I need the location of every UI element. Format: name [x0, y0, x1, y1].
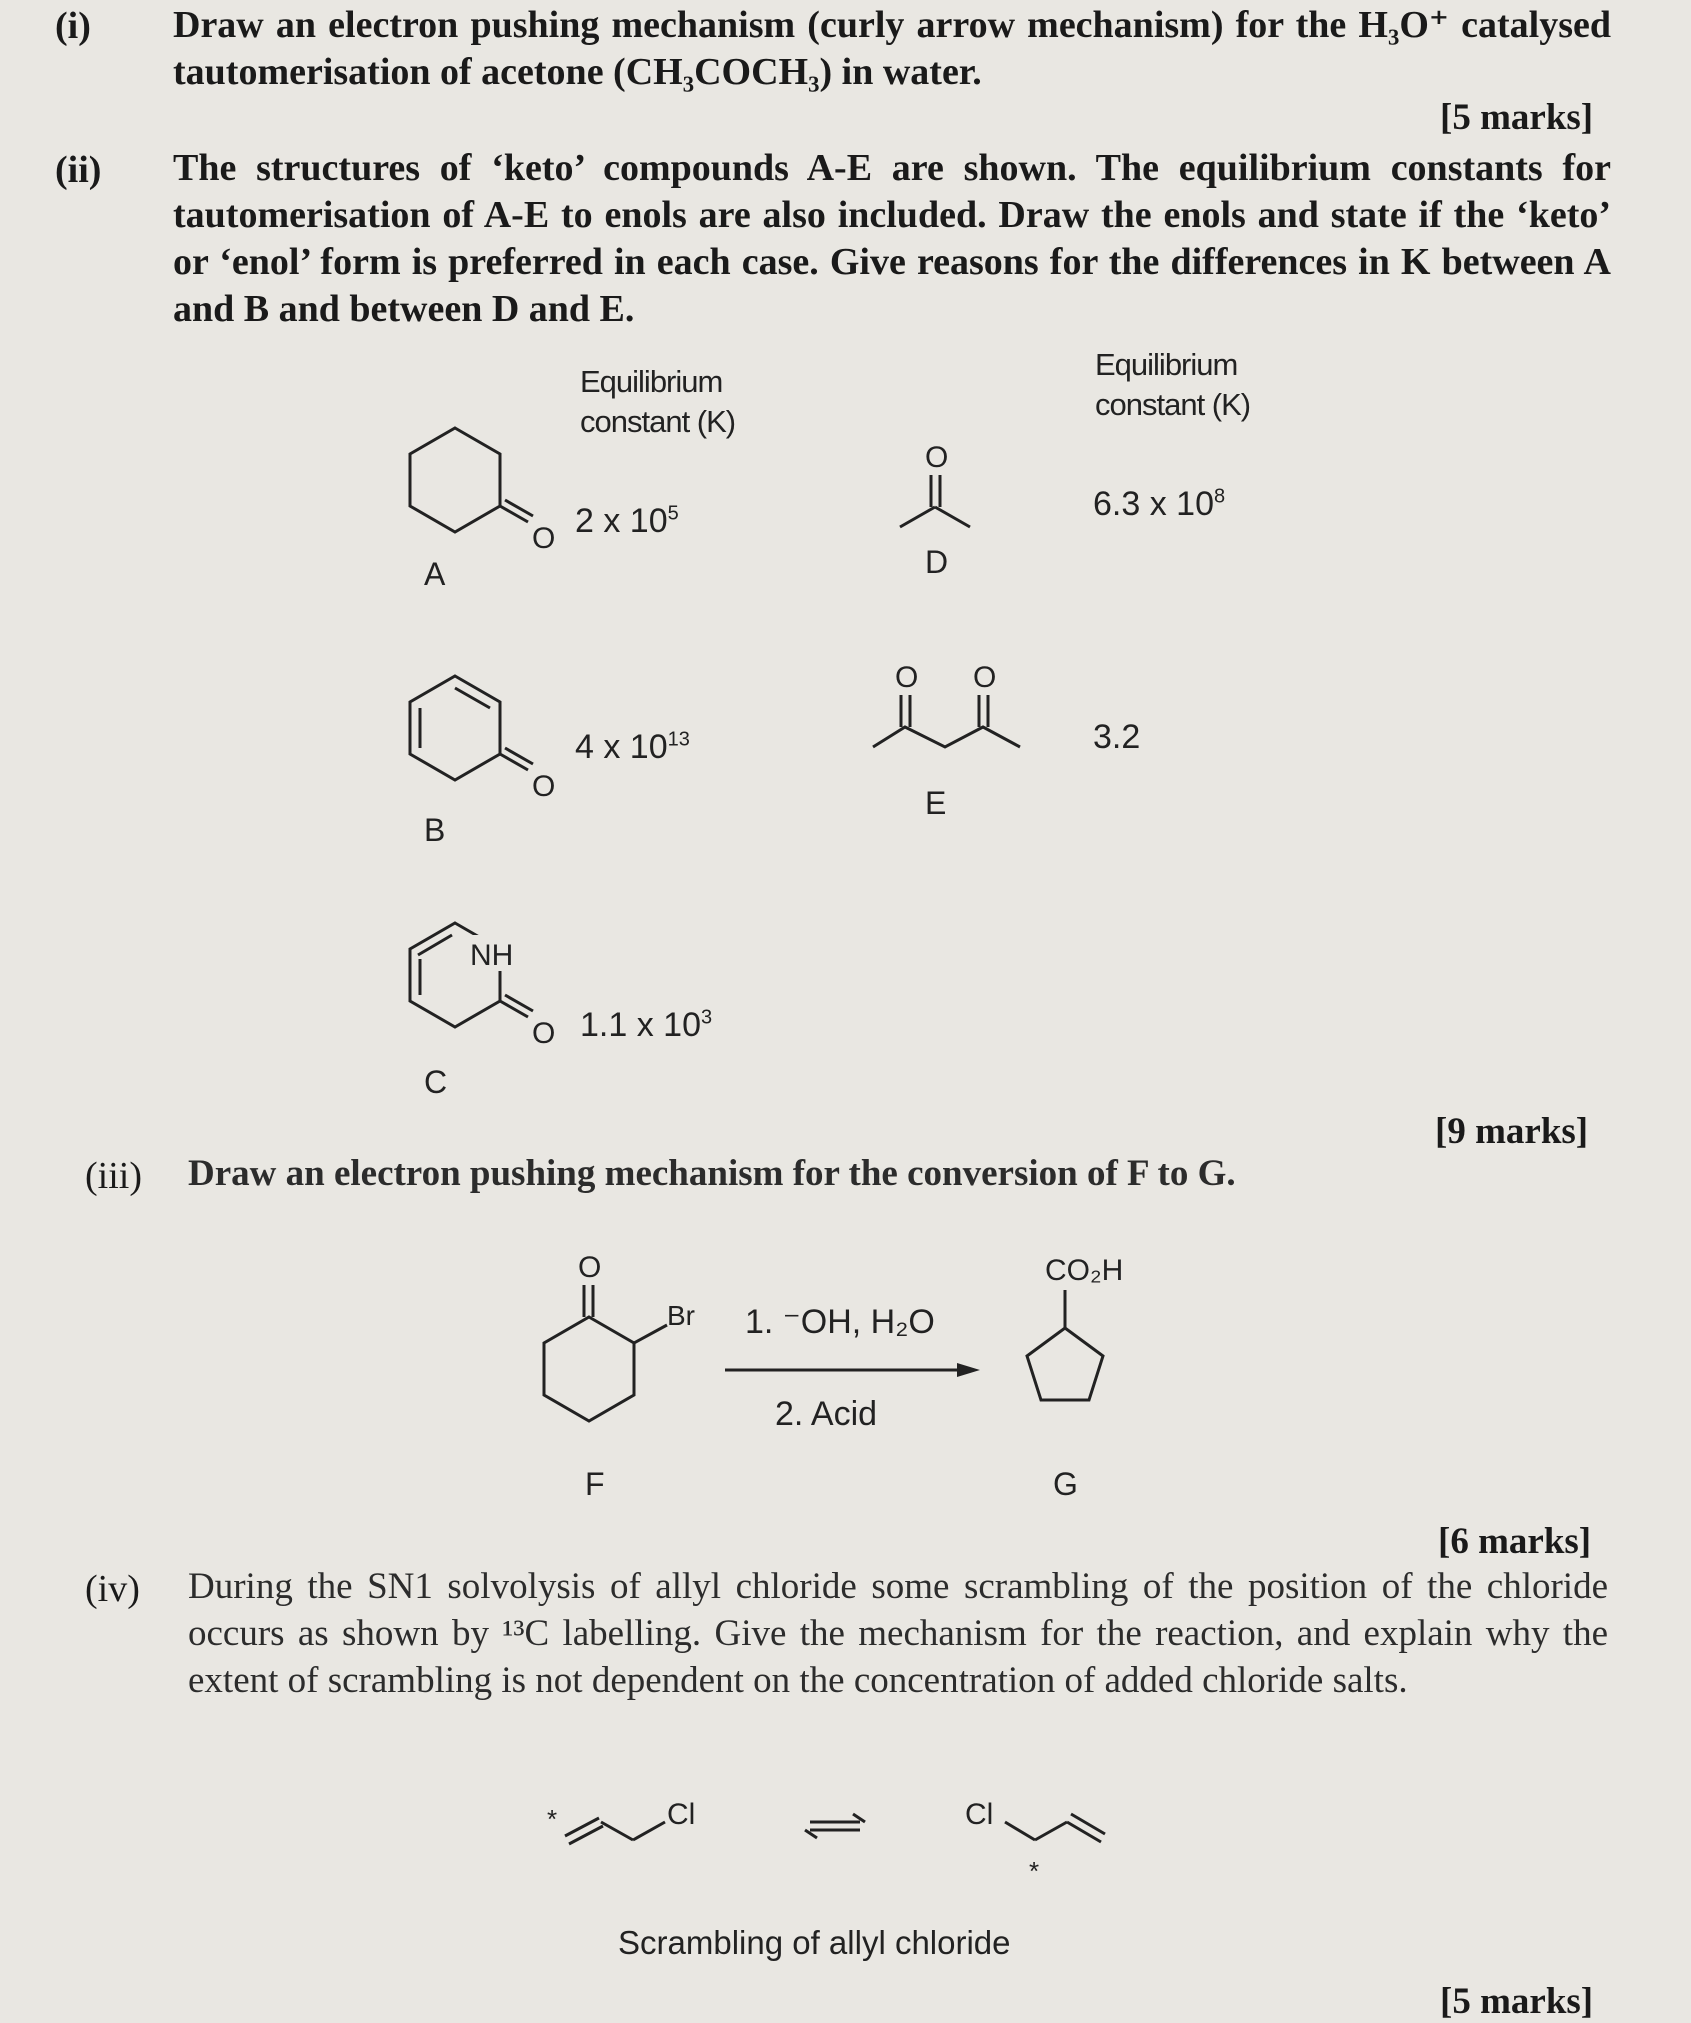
k-header-line1: Equilibrium — [1095, 347, 1238, 382]
compound-d-structure — [880, 435, 1000, 545]
atom-cl: Cl — [667, 1798, 696, 1831]
k-header-line2: constant (K) — [1095, 387, 1251, 422]
q2-number: (ii) — [55, 149, 102, 191]
compound-b-label: B — [424, 812, 446, 848]
compound-d-k — [1093, 485, 1225, 524]
q3-text: Draw an electron pushing mechanism for the conversion of F to G. — [188, 1153, 1236, 1194]
atom-br: Br — [667, 1300, 695, 1331]
compound-g-structure — [1005, 1250, 1205, 1430]
k-base: 4 x 10 — [575, 728, 668, 766]
compound-e-k — [1093, 718, 1140, 757]
k-exp: 5 — [667, 502, 679, 525]
scheme-caption: Scrambling of allyl chloride — [618, 1924, 1011, 1961]
label-star: * — [1029, 1856, 1040, 1886]
label-star: * — [547, 1804, 558, 1834]
product-group: CO₂H — [1045, 1254, 1124, 1287]
atom-cl: Cl — [965, 1798, 994, 1831]
atom-o: O — [973, 661, 997, 694]
q3-marks: [6 marks] — [1438, 1521, 1592, 1562]
atom-nh: NH — [470, 939, 514, 972]
k-header-right — [1095, 345, 1250, 425]
atom-o: O — [925, 441, 949, 474]
atom-o: O — [532, 1017, 556, 1050]
q1-marks: [5 marks] — [1440, 97, 1594, 138]
compound-c-structure — [370, 915, 570, 1085]
k-base: 6.3 x 10 — [1093, 485, 1214, 523]
reagent-2: 2. Acid — [775, 1395, 878, 1433]
compound-e-label: E — [925, 785, 947, 821]
k-exp: 3 — [700, 1006, 713, 1029]
reagent-1: 1. ⁻OH, H₂O — [745, 1303, 935, 1341]
q4-marks: [5 marks] — [1440, 1981, 1594, 2022]
q1-number: (i) — [55, 5, 91, 47]
k-header-left — [580, 362, 735, 442]
compound-f-label: F — [585, 1466, 605, 1502]
atom-o: O — [532, 770, 556, 803]
compound-e-structure — [865, 655, 1065, 765]
k-header-line1: Equilibrium — [580, 364, 723, 399]
atom-o: O — [895, 661, 919, 694]
compound-c-label: C — [424, 1064, 448, 1100]
q2-marks: [9 marks] — [1435, 1111, 1589, 1152]
reaction-arrow — [725, 1355, 985, 1385]
q1-text: Draw an electron pushing mechanism (curly arrow mechanism) for the H₃O⁺ catalysed tautomerisation of acetone (CH₃COCH₃) in water. — [173, 4, 1611, 93]
compound-a-structure — [370, 420, 570, 590]
compound-b-k — [575, 728, 690, 767]
k-exp: 8 — [1213, 485, 1226, 508]
q4-text: During the SN1 solvolysis of allyl chloride some scrambling of the position of the chloride occurs as shown by ¹³C labelling. Give the mechanism for the reaction, and explain why the extent of scrambling is not dependent on the concentration of added chloride salts. — [188, 1566, 1608, 1701]
compound-c-k — [580, 1006, 712, 1045]
scrambling-scheme — [535, 1780, 1175, 1900]
atom-o: O — [532, 522, 556, 555]
compound-a-k — [575, 502, 679, 541]
k-exp: 13 — [667, 728, 690, 751]
compound-a-label: A — [424, 556, 446, 592]
q3-number: (iii) — [85, 1155, 142, 1197]
atom-o: O — [578, 1251, 602, 1284]
k-base: 1.1 x 10 — [580, 1006, 701, 1044]
k-header-line2: constant (K) — [580, 404, 736, 439]
k-base: 2 x 10 — [575, 502, 668, 540]
compound-d-label: D — [925, 544, 949, 580]
q4-number: (iv) — [85, 1568, 140, 1610]
compound-g-label: G — [1053, 1466, 1078, 1502]
compound-f-structure — [535, 1245, 735, 1435]
compound-b-structure — [370, 668, 570, 838]
q2-text: The structures of ‘keto’ compounds A-E are shown. The equilibrium constants for tautomerisation of A-E to enols are also included. Draw the enols and state if the ‘keto’ or ‘enol’ form is preferred in each case. Give reasons for the differences in K between A and B and between D and E. — [173, 147, 1611, 330]
k-base: 3.2 — [1093, 718, 1141, 756]
